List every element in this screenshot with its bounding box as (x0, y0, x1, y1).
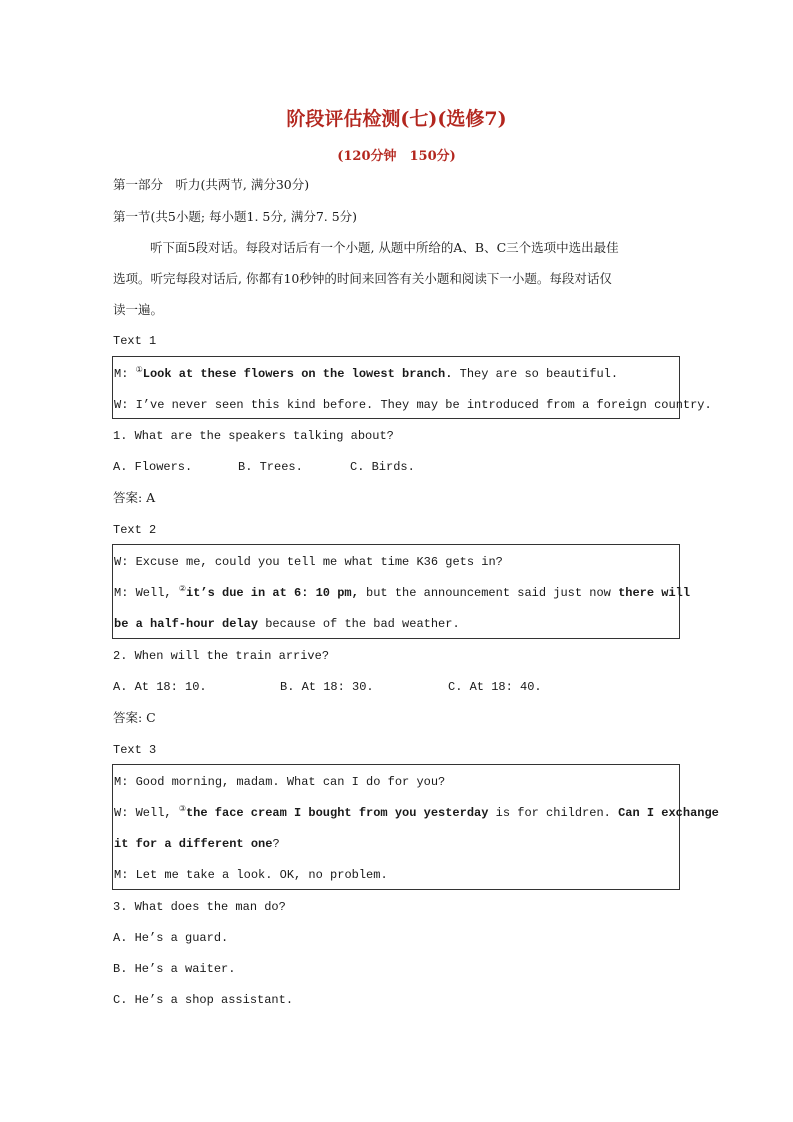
option: C. At 18: 40. (448, 680, 542, 694)
bold-phrase: Can I exchange (618, 806, 719, 820)
dialogue-line: M: Good morning, madam. What can I do for you? (114, 775, 446, 789)
dialogue-text: but the announcement said just now (358, 586, 619, 600)
answer: 答案: A (113, 490, 156, 505)
answer: 答案: C (113, 710, 156, 725)
dialogue-line (114, 616, 460, 632)
note-mark: ③ (178, 805, 186, 814)
speaker-label: M: (114, 367, 136, 381)
speaker-label: M: Well, (114, 586, 179, 600)
option: B. He’s a waiter. (113, 962, 236, 976)
bold-phrase: the face cream I bought from you yesterday (185, 806, 489, 820)
text-label: Text 2 (113, 523, 157, 537)
text-label: Text 3 (113, 743, 157, 757)
option: A. Flowers. (113, 460, 193, 474)
dialogue-text: because of the bad weather. (258, 617, 460, 631)
dialogue-box (112, 544, 691, 639)
bold-phrase: be a half-hour delay (114, 617, 259, 631)
dialogue-line: M: Let me take a look. OK, no problem. (114, 868, 388, 882)
bold-phrase: there will (618, 586, 691, 600)
dialogue-text: They are so beautiful. (452, 367, 619, 381)
option: B. At 18: 30. (280, 680, 374, 694)
question: 2. When will the train arrive? (113, 649, 330, 663)
dialogue-line: W: I’ve never seen this kind before. They may be introduced from a foreign country. (114, 398, 712, 412)
page-title: 阶段评估检测(七)(选修7) (286, 108, 507, 130)
question: 3. What does the man do? (113, 900, 286, 914)
note-mark: ② (178, 585, 186, 594)
bold-phrase: it for a different one (114, 837, 273, 851)
instruction-line: 选项。听完每段对话后, 你都有10秒钟的时间来回答有关小题和阅读下一小题。每段对话仅 (113, 271, 612, 286)
part-heading: 第一部分 听力(共两节, 满分30分) (113, 177, 310, 192)
option: A. He’s a guard. (113, 931, 229, 945)
dialogue-line (114, 805, 719, 821)
dialogue-box (112, 764, 719, 890)
dialogue-text: ? (272, 837, 280, 851)
section-heading: 第一节(共5小题; 每小题1. 5分, 满分7. 5分) (113, 209, 358, 224)
dialogue-line (114, 366, 618, 382)
dialogue-line: W: Excuse me, could you tell me what time K36 gets in? (114, 555, 503, 569)
text-label: Text 1 (113, 334, 157, 348)
bold-phrase: Look at these flowers on the lowest branch. (142, 367, 453, 381)
dialogue-text: is for children. (488, 806, 619, 820)
option: A. At 18: 10. (113, 680, 207, 694)
instruction-line: 读一遍。 (113, 302, 164, 317)
speaker-label: W: Well, (114, 806, 179, 820)
instruction-line: 听下面5段对话。每段对话后有一个小题, 从题中所给的A、B、C三个选项中选出最佳 (150, 240, 619, 255)
dialogue-box (112, 356, 712, 419)
option: C. Birds. (350, 460, 415, 474)
option: B. Trees. (238, 460, 303, 474)
question: 1. What are the speakers talking about? (113, 429, 394, 443)
dialogue-line (114, 585, 690, 601)
bold-phrase: it’s due in at 6: 10 pm, (185, 586, 359, 600)
page-subtitle: (120分钟 150分) (337, 149, 456, 164)
note-mark: ① (135, 366, 143, 375)
option: C. He’s a shop assistant. (113, 993, 294, 1007)
dialogue-line (114, 836, 280, 852)
